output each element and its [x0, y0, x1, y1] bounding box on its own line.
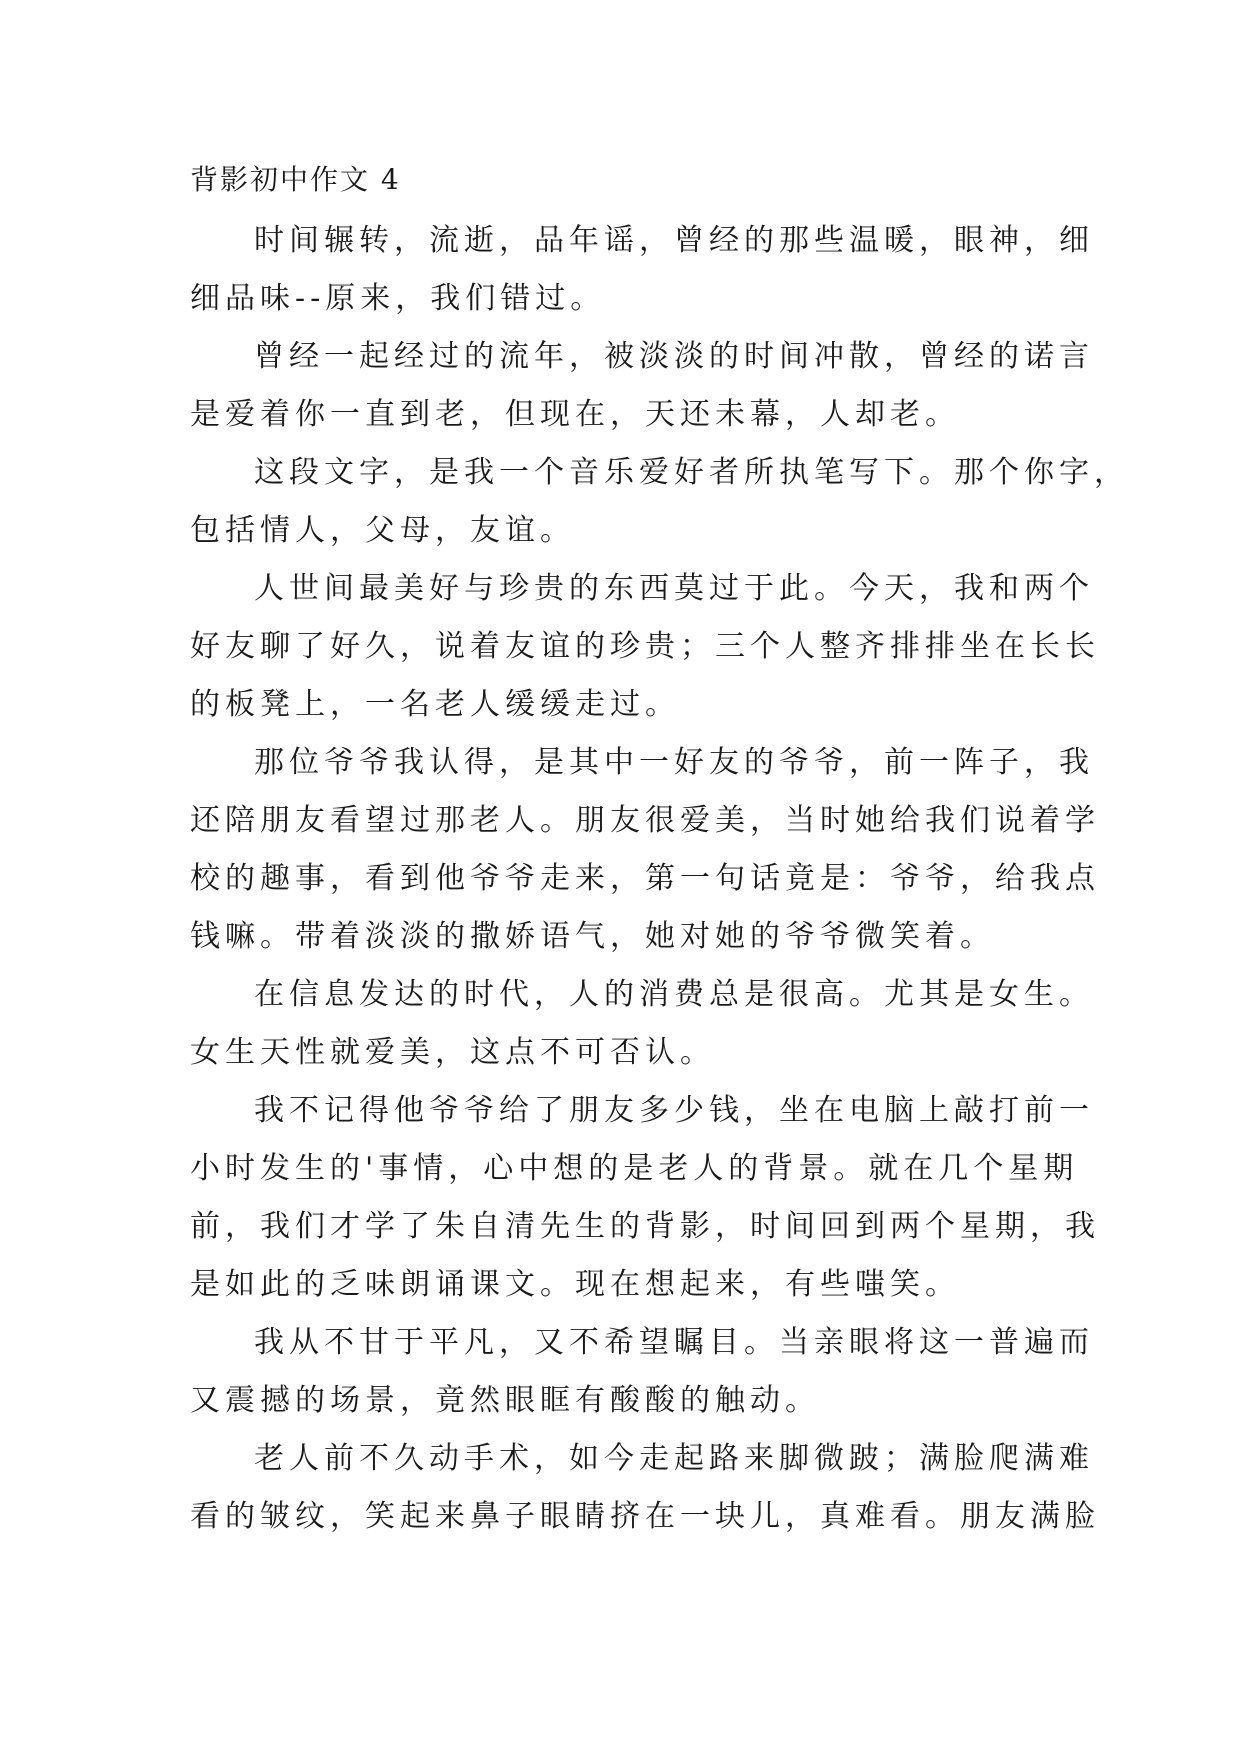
text-line: 女生天性就爱美，这点不可否认。	[190, 1035, 715, 1070]
text-line: 这段文字，是我一个音乐爱好者所执笔写下。那个你字，	[254, 455, 1129, 490]
paragraph	[190, 1430, 1100, 1546]
text-line: 曾经一起经过的流年，被淡淡的时间冲散，曾经的诺言	[254, 339, 1094, 374]
text-line: 时间辗转，流逝，品年谣，曾经的那些温暖，眼神，细	[254, 223, 1094, 258]
text-line: 细品味--原来，我们错过。	[190, 281, 606, 316]
paragraph	[190, 328, 1094, 444]
text-line: 是爱着你一直到老，但现在，天还未幕，人却老。	[190, 397, 960, 432]
text-line: 我不记得他爷爷给了朋友多少钱，坐在电脑上敲打前一	[254, 1093, 1094, 1128]
text-line: 还陪朋友看望过那老人。朋友很爱美，当时她给我们说着学	[190, 803, 1100, 838]
text-line: 老人前不久动手术，如今走起路来脚微跛；满脸爬满难	[254, 1441, 1094, 1476]
text-line: 看的皱纹，笑起来鼻子眼睛挤在一块儿，真难看。朋友满脸	[190, 1499, 1100, 1534]
text-line: 人世间最美好与珍贵的东西莫过于此。今天，我和两个	[254, 571, 1094, 606]
paragraph	[190, 966, 1094, 1082]
paragraph	[190, 1314, 1094, 1430]
text-line: 在信息发达的时代，人的消费总是很高。尤其是女生。	[254, 977, 1094, 1012]
paragraph	[190, 212, 1094, 328]
text-line: 包括情人，父母，友谊。	[190, 513, 575, 548]
document-page	[190, 160, 1129, 1546]
text-line: 又震撼的场景，竟然眼眶有酸酸的触动。	[190, 1383, 820, 1418]
paragraph	[190, 560, 1100, 734]
text-line: 那位爷爷我认得，是其中一好友的爷爷，前一阵子，我	[254, 745, 1094, 780]
text-line: 我从不甘于平凡，又不希望瞩目。当亲眼将这一普遍而	[254, 1325, 1094, 1360]
document-title: 背影初中作文 4	[190, 163, 401, 196]
text-line: 钱嘛。带着淡淡的撒娇语气，她对她的爷爷微笑着。	[190, 919, 995, 954]
paragraph	[190, 734, 1100, 966]
paragraph	[190, 1082, 1100, 1314]
text-line: 是如此的乏味朗诵课文。现在想起来，有些嗤笑。	[190, 1267, 960, 1302]
text-line: 校的趣事，看到他爷爷走来，第一句话竟是：爷爷，给我点	[190, 861, 1100, 896]
text-line: 小时发生的'事情，心中想的是老人的背景。就在几个星期	[190, 1151, 1079, 1186]
text-line: 好友聊了好久，说着友谊的珍贵；三个人整齐排排坐在长长	[190, 629, 1100, 664]
text-line: 前，我们才学了朱自清先生的背影，时间回到两个星期，我	[190, 1209, 1100, 1244]
text-line: 的板凳上，一名老人缓缓走过。	[190, 687, 680, 722]
paragraph	[190, 444, 1129, 560]
